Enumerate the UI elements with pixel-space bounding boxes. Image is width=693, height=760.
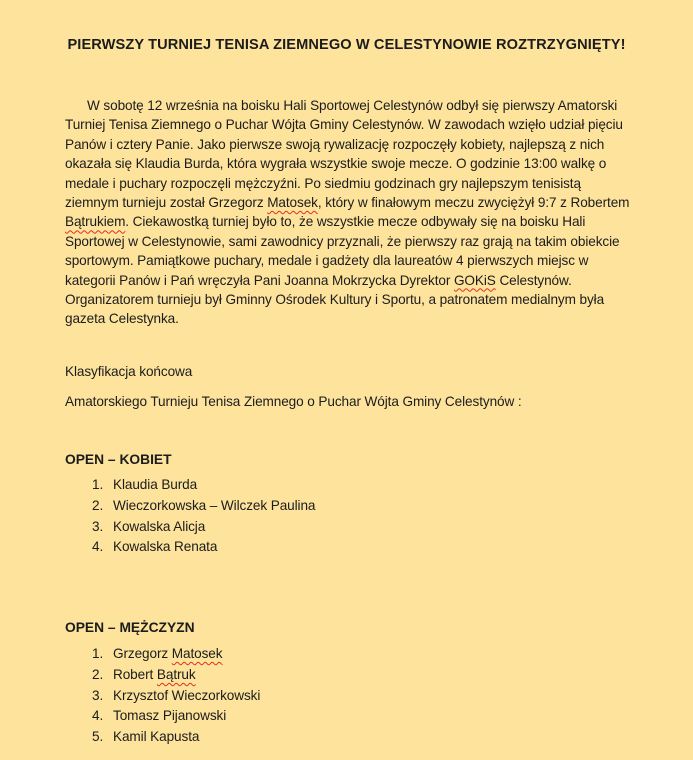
item-number: 4. — [92, 708, 104, 724]
section-heading-open-women: OPEN – KOBIET — [65, 452, 172, 467]
misspelled-word: Bątrukiem — [65, 214, 126, 230]
item-number: 4. — [92, 539, 104, 555]
text-run: Wieczorkowska – Wilczek Paulina — [113, 497, 316, 513]
misspelled-word: GOKiS — [453, 272, 496, 288]
item-number: 2. — [92, 666, 104, 682]
item-number: 1. — [92, 477, 104, 492]
text-run: Kowalska Renata — [113, 539, 218, 555]
ranking-list-item — [65, 665, 260, 686]
text-run: Robert — [113, 666, 157, 682]
classification-heading: Klasyfikacja końcowa — [65, 364, 193, 379]
women-ranking-list — [65, 475, 315, 558]
document-title: PIERWSZY TURNIEJ TENISA ZIEMNEGO W CELESTYNOWIE ROZTRZYGNIĘTY! — [67, 37, 626, 53]
item-number: 3. — [92, 687, 104, 703]
text-run: . Ciekawostką turniej było to, że wszystkie mecze odbywały się na boisku Hali Sportowej w Celestynowie, sami zawodnicy przyznali, że pierwszy raz grają na takim obiekcie sportowym. Pamiątkowe puchary, medale i gadżety dla laureatów 4 pierwszych miejsc w kategorii Panów i Pań wręczyła Pani Joanna Mokrzycka Dyrektor — [65, 214, 620, 288]
ranking-list-item — [65, 537, 315, 558]
text-run: Klaudia Burda — [113, 477, 198, 492]
text-run: Kowalska Alicja — [113, 518, 206, 534]
misspelled-word: Bątruk — [156, 666, 196, 682]
text-run: Grzegorz — [113, 646, 172, 661]
ranking-list-item — [65, 496, 315, 517]
ranking-list-item — [65, 644, 260, 665]
item-number: 3. — [92, 518, 104, 534]
item-number: 1. — [92, 646, 104, 661]
text-run: Krzysztof Wieczorkowski — [113, 687, 261, 703]
text-run: Kamil Kapusta — [113, 729, 200, 745]
ranking-list-item — [65, 706, 260, 727]
text-run: W sobotę 12 września na boisku Hali Sportowej Celestynów odbył się pierwszy Amatorski Turniej Tenisa Ziemnego o Puchar Wójta Gminy Celestynów. W zawodach wzięło udział pięciu Panów i cztery Panie. Jako pierwsze swoją rywalizację rozpoczęły kobiety, najlepszą z nich okazała się Klaudia Burda, która wygrała wszystkie swoje mecze. O godzinie 13:00 walkę o medale i puchary rozpoczęli mężczyźni. Po siedmiu godzinach gry najlepszym tenisistą ziemnym turnieju został Grzegorz — [65, 98, 623, 211]
ranking-list-item — [65, 686, 260, 707]
text-run: , który w finałowym meczu zwyciężył 9:7 z Robertem — [317, 195, 630, 211]
text-run: Tomasz Pijanowski — [113, 708, 227, 724]
ranking-list-item — [65, 517, 315, 538]
men-ranking-list — [65, 644, 260, 748]
item-number: 2. — [92, 497, 104, 513]
item-number: 5. — [92, 729, 104, 745]
section-heading-open-men: OPEN – MĘŻCZYZN — [65, 620, 195, 635]
misspelled-word: Matosek — [267, 195, 318, 211]
article-paragraph — [65, 96, 632, 329]
classification-subtitle: Amatorskiego Turnieju Tenisa Ziemnego o Puchar Wójta Gminy Celestynów : — [65, 394, 522, 409]
ranking-list-item — [65, 727, 260, 748]
ranking-list-item — [65, 475, 315, 496]
text-run: Celestynów. Organizatorem turnieju był Gminny Ośrodek Kultury i Sportu, a patronatem medialnym była gazeta Celestynka. — [65, 272, 605, 327]
misspelled-word: Matosek — [171, 646, 223, 661]
